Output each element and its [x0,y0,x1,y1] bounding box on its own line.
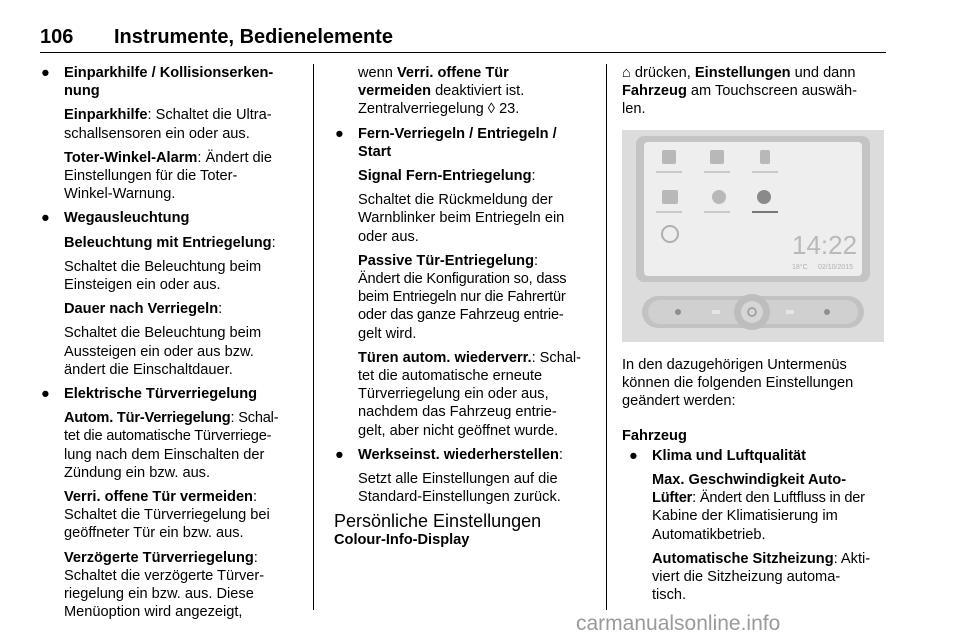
text: : [271,234,276,251]
section-heading: Persönliche Einstellungen [334,511,542,532]
bullet-item [334,446,596,464]
text: Einstellungen für die Toter- [64,168,238,185]
bullet-title: Elektrische Türverriegelung [64,386,258,403]
setting-description [40,234,302,252]
clock-text: 14:22 [792,230,858,260]
bullet-item [40,209,302,227]
bullet-dot: ● [335,125,344,142]
text: lung nach dem Einschalten der [64,446,265,463]
text: ändert die Einschaltdauer. [64,361,233,378]
text: Setzt alle Einstellungen auf die [358,471,558,488]
text: : Schal- [531,349,582,366]
bullet-dot: ● [335,446,344,463]
setting-description [40,549,302,622]
setting-label: Verri. offene Tür [396,65,509,81]
text: Menüoption wird angezeigt, [64,604,243,621]
setting-description [40,149,302,204]
text: Aussteigen ein oder aus bzw. [64,343,254,360]
text: Ändert die Konfiguration so, dass [358,271,567,288]
text: riegelung ein bzw. aus. Diese [64,586,254,603]
home-icon [675,309,681,315]
touchscreen-illustration [622,130,884,342]
text: Automatikbetrieb. [652,526,766,543]
text: : [533,252,539,269]
setting-description [334,191,596,246]
text: len. [622,101,646,118]
app-icon [760,150,770,164]
text: : Akti- [833,550,871,567]
text: Winkel-Warnung. [64,186,176,203]
text: : Ändert die [197,149,273,166]
page-reference: ◊ 23. [483,101,520,118]
setting-label: Automatische Sitzheizung [652,550,834,567]
bullet-title: Einparkhilfe / Kollisionserken- [64,65,274,81]
bullet-title: nung [64,83,100,100]
text: Schaltet die verzögerte Türver- [64,567,265,584]
menu-label: Fahrzeug [622,83,687,100]
back-icon [712,310,720,314]
setting-label: Verri. offene Tür vermeiden [64,489,253,506]
text: oder das ganze Fahrzeug entrie- [358,307,564,324]
text: : Ändert den Luftfluss in der [692,490,865,507]
page-header [40,26,886,53]
setting-description [40,106,302,142]
text: Türverriegelung ein oder aus, [358,386,549,403]
text: drücken, [630,65,695,81]
setting-description [40,324,302,379]
bullet-dot: ● [629,447,638,464]
text: Einsteigen ein oder aus. [64,277,221,294]
text: gelt wird. [358,325,417,342]
text: : [252,489,258,506]
group-heading: Fahrzeug [622,427,687,444]
setting-description [40,488,302,543]
bullet-title: Werkseinst. wiederherstellen [358,446,559,463]
column-2 [334,64,596,549]
app-icon [662,190,678,204]
setting-description [40,300,302,318]
phone-icon [824,309,830,315]
setting-label: Verzögerte Türverriegelung [64,549,254,566]
setting-label: Toter-Winkel-Alarm [64,149,198,166]
setting-label: Beleuchtung mit Entriegelung [64,234,272,251]
text: Schaltet die Beleuchtung beim [64,325,262,342]
text: oder aus. [358,228,419,245]
bullet-dot: ● [41,210,50,227]
setting-label: Max. Geschwindigkeit Auto- [652,472,847,489]
bullet-dot: ● [41,386,50,403]
bullet-title: Fern-Verriegeln / Entriegeln / [358,125,557,142]
date-text: 02/10/2015 [818,264,854,271]
bullet-title: Start [358,143,392,160]
bullet-title: Wegausleuchtung [64,210,190,227]
page-number: 106 [40,26,74,48]
menu-label: Einstellungen [694,65,791,81]
setting-label: vermeiden [358,83,432,100]
text: beim Entriegeln nur die Fahrertür [358,289,566,306]
text: Schaltet die Beleuchtung beim [64,258,262,275]
setting-label: Dauer nach Verriegeln [64,301,219,318]
setting-description [334,167,596,185]
text: tet die automatische Türverriege- [64,428,272,445]
setting-label: Autom. Tür-Verriegelung [64,410,231,427]
text: Zentralverriegelung [358,101,484,118]
text: gelt, aber nicht geöffnet wurde. [358,422,559,439]
text: Warnblinker beim Entriegeln ein [358,210,565,227]
chapter-title: Instrumente, Bedienelemente [114,26,393,48]
text: tisch. [652,587,687,604]
setting-label: Passive Tür-Entriegelung [358,252,534,269]
text: In den dazugehörigen Untermenüs [622,357,847,373]
text: schallsensoren ein oder aus. [64,125,250,142]
column-3-lower [622,356,892,610]
setting-description [334,252,596,343]
text: deaktiviert ist. [431,83,525,100]
text: : Schaltet die Ultra- [147,107,272,124]
text: : [531,168,536,185]
text: nachdem das Fahrzeug entrie- [358,404,557,421]
setting-description [40,258,302,294]
text: am Touchscreen auswäh- [686,83,857,100]
text: und dann [790,65,856,81]
bullet-item [628,447,892,465]
text: viert die Sitzheizung automa- [652,569,841,586]
bullet-dot: ● [41,65,50,81]
setting-description [628,550,892,605]
continued-text [334,64,596,119]
column-divider [313,64,314,610]
text: Standard-Einstellungen zurück. [358,489,561,506]
app-icon [662,150,676,164]
text: können die folgenden Einstellungen [622,375,854,392]
text: : Schal- [230,410,279,427]
subsection-heading: Colour-Info-Display [334,531,470,548]
setting-description [628,471,892,544]
forward-icon [786,310,794,314]
text: wenn [358,65,397,81]
text: geändert werden: [622,393,736,410]
column-3 [622,64,886,119]
text: Kabine der Klimatisierung im [652,508,838,525]
power-button [741,301,763,323]
setting-description [334,349,596,440]
text: : [253,549,258,566]
app-icon [710,150,724,164]
text: Zündung ein bzw. aus. [64,464,211,481]
text: : [558,446,563,463]
bullet-item [334,125,596,161]
bullet-item [40,64,302,100]
column-divider [606,64,607,610]
setting-label: Einparkhilfe [64,107,148,124]
setting-label: Signal Fern-Entriegelung [358,168,532,185]
touchscreen-figure [622,130,884,342]
bullet-title: Klima und Luftqualität [652,447,807,464]
text: : [218,301,223,318]
gear-icon [757,190,771,204]
setting-label: Türen autom. wiederverr. [358,349,532,366]
column-1 [40,64,302,627]
watermark: carmanualsonline.info [576,612,781,635]
app-icon [712,190,726,204]
setting-label: Lüfter [652,490,693,507]
temperature-text: 18°C [792,264,808,271]
home-icon: ⌂ [622,65,631,81]
text: Schaltet die Türverriegelung bei [64,507,270,524]
text: Schaltet die Rückmeldung der [358,192,553,209]
bullet-item [40,385,302,403]
text: tet die automatische erneute [358,368,543,385]
setting-description [334,470,596,506]
setting-description [40,409,302,482]
text: geöffneter Tür ein bzw. aus. [64,525,244,542]
